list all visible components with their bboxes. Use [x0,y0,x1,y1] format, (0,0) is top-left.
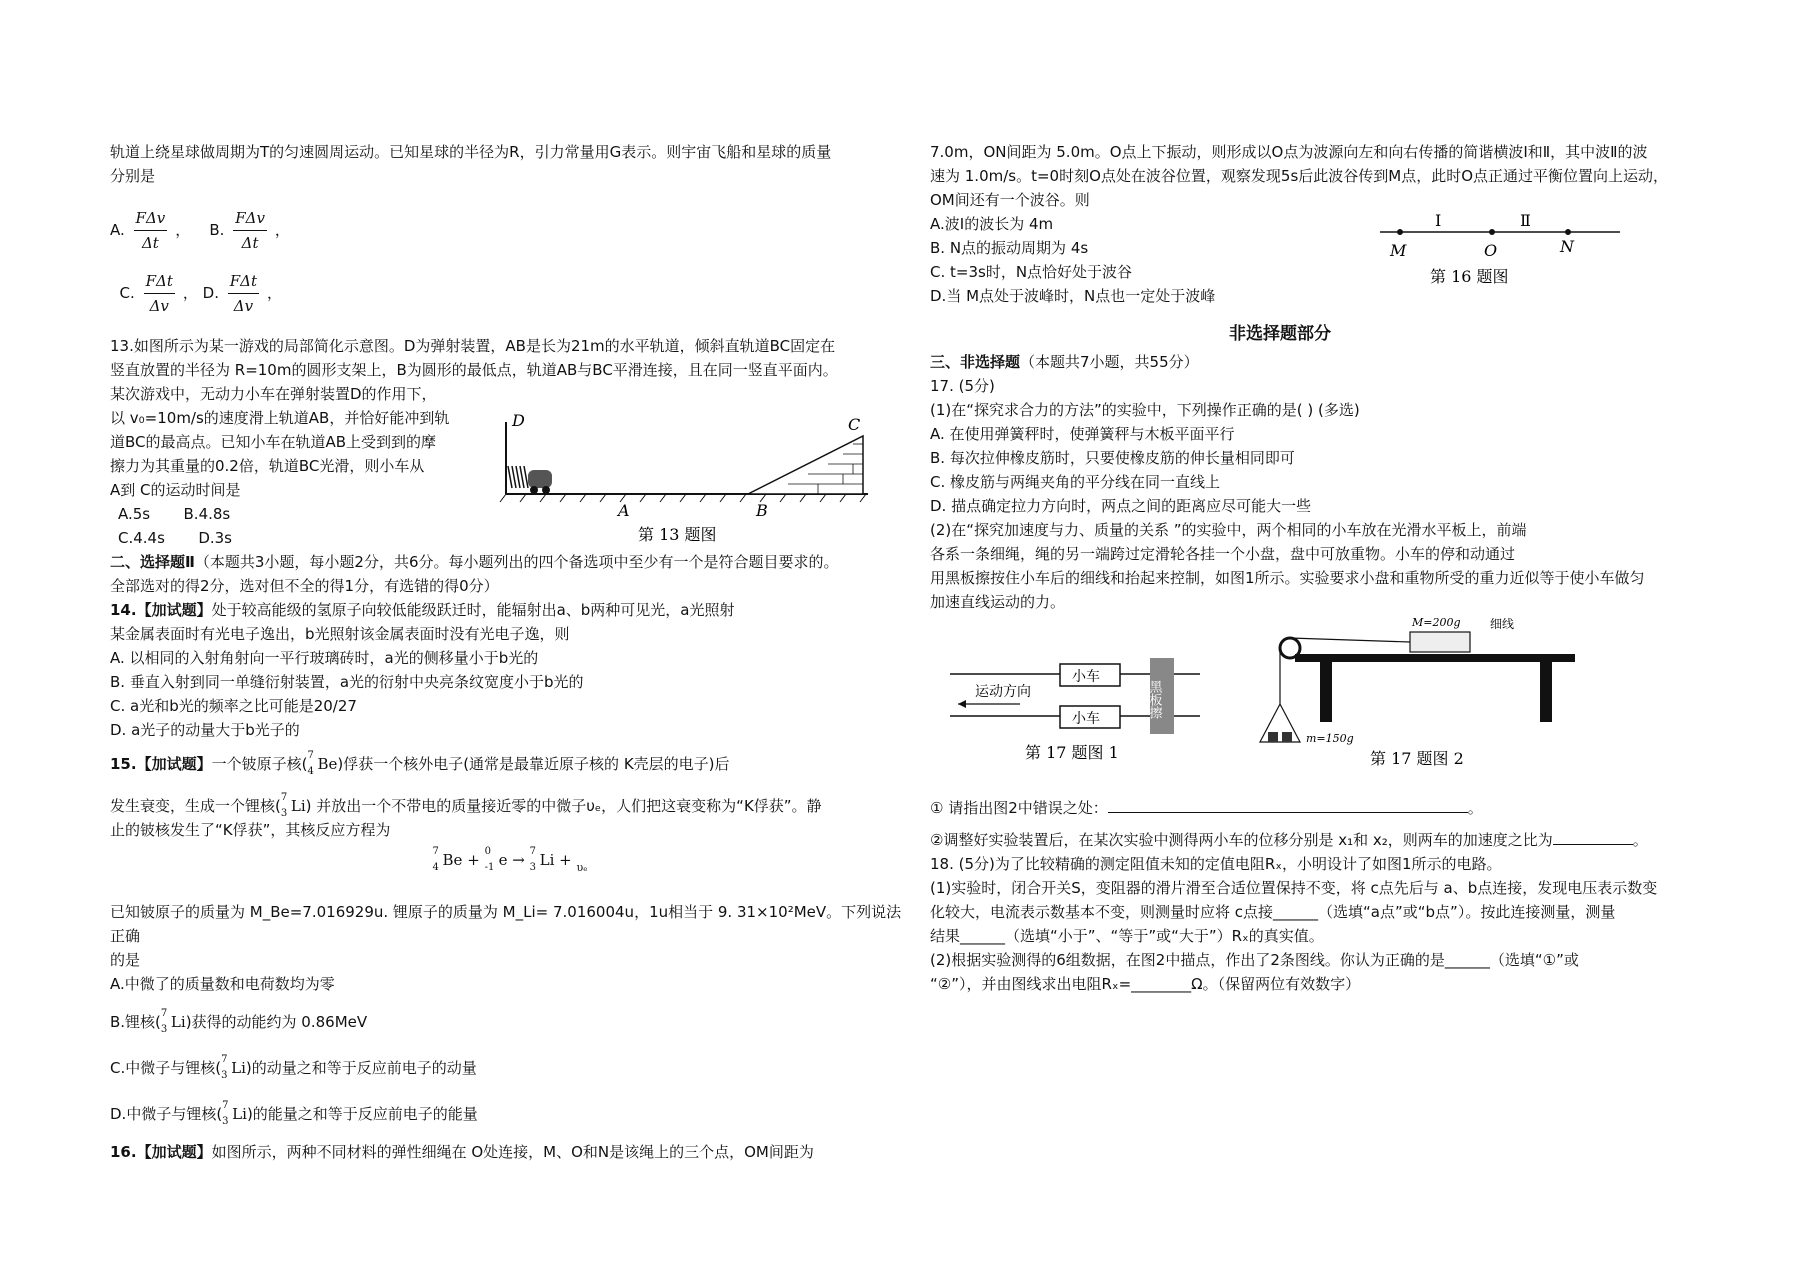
section-2-title: 二、选择题Ⅱ [110,553,195,571]
figure-16 [1370,212,1630,302]
q17-line-6: D. 描点确定拉力方向时，两点之间的距离应尽可能大一些 [930,497,1312,515]
q13-line-2: 竖直放置的半径为 R=10m的圆形支架上，B为圆形的最低点，轨道AB与BC平滑连接，且在同一竖直平面内。 [110,361,838,379]
q17-sub-1-blank[interactable] [1108,812,1468,813]
q12-option-d-fraction [228,269,259,318]
fig17b-string [1290,638,1410,642]
q16-tag: 16.【加试题】 [110,1143,212,1161]
q16-cont-line-1: 7.0m，ON间距为 5.0m。O点上下振动，则形成以O点为波源向左和向右传播的简谐横波Ⅰ和Ⅱ，其中波Ⅱ的波 [930,143,1648,161]
fig17b-cart [1410,632,1470,652]
part-title: 非选择题部分 [1229,324,1331,344]
fig13-car [528,470,552,488]
q12-option-b-den: Δt [241,234,259,252]
q15-option-b-li-a: 7 [160,1008,168,1019]
fig13-incline-bc [748,436,863,494]
q18-line-4: 结果______（选填“小于”、“等于”或“大于”）Rₓ的真实值。 [930,927,1324,945]
fig13-spring-launcher [508,466,528,488]
q16-option-b: B. N点的振动周期为 4s [930,239,1089,257]
q12-option-c-fraction [144,269,175,318]
q15-option-c [110,1056,910,1080]
right-column [930,140,1730,996]
q13-option-c: C.4.4s [118,529,165,547]
q17-sub-2-blank[interactable] [1553,844,1633,845]
q16-option-c: C. t=3s时，N点恰好处于波谷 [930,263,1133,281]
figure-17-1 [950,654,1230,764]
fig13-label-c: C [848,415,861,434]
fig17b-table-leg-1 [1320,662,1332,722]
q15-option-d-a: D.中微子与锂核( [110,1105,223,1123]
q12-option-a-sep: ， [175,221,191,239]
q12-option-a-den: Δt [141,234,159,252]
q12-option-d-num: FΔt [228,269,259,294]
q17-sub-2-text: ②调整好实验装置后，在某次实验中测得两小车的位移分别是 x₁和 x₂，则两车的加速度之比为 [930,831,1553,849]
q12-option-b-label: B. [209,221,225,239]
fig16-label-wave-1: Ⅰ [1435,212,1442,230]
q16-text: 如图所示，两种不同材料的弹性细绳在 O处连接，M、O和N是该绳上的三个点，OM间距为 [211,1143,814,1161]
eq-li-z: 3 [529,862,536,873]
fig17b-string-label: 细线 [1490,617,1515,631]
fig16-label-o: O [1484,241,1498,260]
section-3-title: 三、非选择题 [930,353,1021,371]
q17-line-2: (1)在“探究求合力的方法”的实验中，下列操作正确的是( ) (多选) [930,401,1360,419]
eq-e [485,848,508,872]
fig17a-car-top-label: 小车 [1072,669,1100,685]
eq-be-a: 7 [432,846,439,857]
q15-option-d-li-a: 7 [222,1100,229,1111]
fig17b-weight-2 [1282,732,1292,742]
fig17a-arrowhead [958,700,966,708]
q15-line-3: 止的铍核发生了“K俘获”，其核反应方程为 [110,821,391,839]
q14-option-c: C. a光和b光的频率之比可能是20/27 [110,697,357,715]
fig17a-direction-label: 运动方向 [975,684,1031,700]
q15-option-b-b: )获得的动能约为 0.86MeV [185,1013,368,1031]
q16-line-1 [110,1140,910,1164]
fig13-wheel-front [530,486,538,494]
nuclide-be [307,752,337,776]
q15-option-b-li-symbol: Li [170,1013,186,1031]
fig13-ground-hatch [500,494,866,502]
eq-plus-2: + [559,851,572,869]
q18-line-5: (2)根据实验测得的6组数据，在图2中描点，作出了2条图线。你认为正确的是______（选填“①”或 [930,951,1579,969]
fig17b-pulley [1280,638,1300,658]
q14-option-d: D. a光子的动量大于b光子的 [110,721,300,739]
q18-line-2: (1)实验时，闭合开关S，变阻器的滑片滑至合适位置保持不变，将 c点先后与 a、b点连接，发现电压表示数变 [930,879,1658,897]
q16-cont-line-2: 速为 1.0m/s。t=0时刻O点处在波谷位置，观察发现5s后此波谷传到M点，此时O点正通过平衡位置向上运动， [930,167,1669,185]
eq-e-symbol: e [498,851,508,869]
eq-be-z: 4 [432,862,439,873]
q12-options-row-2 [110,269,910,318]
fig13-label-b: B [756,501,768,520]
q13-option-d: D.3s [198,529,232,547]
q17-figures [930,614,1730,774]
eq-li-a: 7 [529,846,536,857]
q14-text: 处于较高能级的氢原子向较低能级跃迁时，能辐射出a、b两种可见光，a光照射 [211,601,735,619]
q15-line-1 [110,752,910,776]
q13-line-5: 道BC的最高点。已知小车在轨道AB上受到到的摩 [110,433,437,451]
q18-line-6: “②”），并由图线求出电阻Rₓ=________Ω。（保留两位有效数字） [930,975,1361,993]
q16-option-a: A.波Ⅰ的波长为 4m [930,215,1054,233]
q17-line-10: 加速直线运动的力。 [930,593,1066,611]
q12-option-a-label: A. [110,221,125,239]
q13-option-a: A.5s [118,505,151,523]
q15-option-a: A.中微了的质量数和电荷数均为零 [110,975,335,993]
fig13-label-d: D [512,411,525,430]
nuclide-li [281,794,306,818]
nuclide-li-z: 3 [280,808,288,819]
q13-line-7: A到 C的运动时间是 [110,481,241,499]
nuclide-li-symbol: Li [290,797,306,815]
eq-arrow: → [512,851,525,869]
q12-option-c-num: FΔt [144,269,175,294]
fig16-point-n [1565,229,1571,235]
q15-option-d-b: )的能量之和等于反应前电子的能量 [246,1105,478,1123]
fig17a-eraser-label: 黑板擦 [1146,680,1162,719]
fig17b-tray [1260,704,1300,742]
q17-line-3: A. 在使用弹簧秤时，使弹簧秤与木板平面平行 [930,425,1235,443]
eq-neutrino: υₑ [576,861,588,874]
q18-line-1: 18. (5分)为了比较精确的测定阻值未知的定值电阻Rₓ，小明设计了如图1所示的电路。 [930,855,1502,873]
q17-sub-2 [930,828,1730,852]
q15-text-b: )俘获一个核外电子(通常是最靠近原子核的 K壳层的电子)后 [337,755,730,773]
q15-option-d [110,1102,910,1126]
fig16-point-m [1397,229,1403,235]
fig16-label-m: M [1390,241,1407,260]
q12-option-d-label: D. [202,284,219,302]
q13-option-b: B.4.8s [183,505,231,523]
q12-option-d-sep: ， [267,284,283,302]
fig17b-weight-1 [1268,732,1278,742]
q14-option-b: B. 垂直入射到同一单缝衍射装置，a光的衍射中央亮条纹宽度小于b光的 [110,673,584,691]
q14-line-1 [110,598,910,622]
q12-option-d-den: Δv [233,297,254,315]
q17-line-1: 17. (5分) [930,377,995,395]
section-3-desc: （本题共7小题，共55分） [1020,353,1199,371]
q17-sub-2-end: 。 [1632,831,1648,849]
intro-line-1: 轨道上绕星球做周期为T的匀速圆周运动。已知星球的半径为R，引力常量用G表示。则宇宙飞船和星球的质量 [110,143,832,161]
question-13 [110,334,910,550]
q12-option-c-label: C. [119,284,135,302]
q15-line-5: 的是 [110,951,141,969]
q14-line-2: 某金属表面时有光电子逸出，b光照射该金属表面时没有光电子逸，则 [110,625,570,643]
q13-line-1: 13.如图所示为某一游戏的局部简化示意图。D为弹射装置，AB是长为21m的水平轨道，倾斜直轨道BC固定在 [110,337,836,355]
q15-equation [110,848,910,880]
q15-option-b-li [161,1010,186,1034]
q15-text-d: ) 并放出一个不带电的质量接近零的中微子υₑ，人们把这衰变称为“K俘获”。静 [305,797,822,815]
q15-tag: 15.【加试题】 [110,755,212,773]
q17-line-9: 用黑板擦按住小车后的细线和抬起来控制，如图1所示。实验要求小盘和重物所受的重力近似等于使小车做匀 [930,569,1645,587]
q15-option-c-b: )的动量之和等于反应前电子的动量 [245,1059,477,1077]
fig17b-caption: 第 17 题图 2 [1370,749,1464,768]
q15-option-b [110,1010,910,1034]
fig13-label-a: A [618,501,630,520]
q17-sub-1 [930,796,1730,820]
fig13-caption: 第 13 题图 [638,525,717,544]
q18-line-3: 化较大，电流表示数基本不变，则测量时应将 c点接______（选填“a点”或“b点”）。按此连接测量，测量 [930,903,1616,921]
fig17b-table-top [1295,654,1575,662]
q15-option-d-li-symbol: Li [232,1105,247,1123]
q15-option-c-li-z: 3 [221,1070,228,1081]
section-2-heading [110,550,910,574]
nuclide-be-symbol: Be [317,755,338,773]
nuclide-be-z: 4 [307,766,314,777]
q15-option-c-li-a: 7 [221,1054,228,1065]
eq-e-z: -1 [484,862,495,873]
q15-text-a: 一个铍原子核( [211,755,308,773]
fig16-label-wave-2: Ⅱ [1520,212,1531,230]
q14-option-a: A. 以相同的入射角射向一平行玻璃砖时，a光的侧移量小于b光的 [110,649,539,667]
q12-option-c-sep: ， [182,284,198,302]
q15-option-c-li-symbol: Li [231,1059,246,1077]
section-2-desc-line-2: 全部选对的得2分，选对但不全的得1分，有选错的得0分） [110,577,499,595]
figure-13 [498,406,878,546]
q15-option-d-li [222,1102,247,1126]
intro-line-2: 分别是 [110,167,156,185]
q15-option-b-li-z: 3 [160,1024,168,1035]
q15-line-4: 已知铍原子的质量为 M_Be=7.016929u. 锂原子的质量为 M_Li= 7.016004u，1u相当于 9. 31×10²MeV。下列说法正确 [110,903,902,945]
fig17a-car-bottom-label: 小车 [1072,711,1100,727]
q15-text-c: 发生衰变，生成一个锂核( [110,797,281,815]
eq-be-symbol: Be [442,851,463,869]
eq-be [433,848,463,872]
q14-tag: 14.【加试题】 [110,601,212,619]
figure-17-2 [1250,614,1580,774]
q15-option-c-a: C.中微子与锂核( [110,1059,222,1077]
fig17b-mass-tray: m=150g [1306,732,1354,745]
q12-option-b-fraction [233,206,267,255]
q15-option-b-a: B.锂核( [110,1013,161,1031]
nuclide-be-a: 7 [307,750,314,761]
section-2-desc: （本题共3小题，每小题2分，共6分。每小题列出的四个备选项中至少有一个是符合题目要求的。 [194,553,839,571]
q13-line-4: 以 v₀=10m/s的速度滑上轨道AB，并恰好能冲到轨 [110,409,450,427]
q13-line-3: 某次游戏中，无动力小车在弹射装置D的作用下， [110,385,437,403]
q15-option-d-li-z: 3 [222,1116,229,1127]
eq-li [530,848,555,872]
q15-option-c-li [221,1056,246,1080]
q17-sub-1-text: ① 请指出图2中错误之处： [930,799,1108,817]
eq-plus-1: + [467,851,480,869]
q17-line-7: (2)在“探究加速度与力、质量的关系 ”的实验中，两个相同的小车放在光滑水平板上，前端 [930,521,1527,539]
fig17b-table-leg-2 [1540,662,1552,722]
fig13-wheel-rear [542,486,550,494]
q17-line-4: B. 每次拉伸橡皮筋时，只要使橡皮筋的伸长量相同即可 [930,449,1295,467]
q12-option-c-den: Δv [149,297,169,315]
q15-line-2 [110,794,910,818]
fig16-caption: 第 16 题图 [1430,267,1509,286]
nuclide-li-a: 7 [280,792,288,803]
eq-li-symbol: Li [539,851,555,869]
fig16-point-o [1489,229,1495,235]
q17-line-8: 各系一条细绳，绳的另一端跨过定滑轮各挂一个小盘，盘中可放重物。小车的停和动通过 [930,545,1516,563]
q12-option-a-num: FΔv [134,206,168,231]
q17-line-5: C. 橡皮筋与两绳夹角的平分线在同一直线上 [930,473,1221,491]
fig16-label-n: N [1560,237,1574,256]
q16-options-block [930,212,1730,308]
q16-option-d: D.当 M点处于波峰时，N点也一定处于波峰 [930,287,1216,305]
section-3-heading [930,350,1730,374]
q12-option-a-fraction [134,206,168,255]
q17-sub-1-end: 。 [1467,799,1483,817]
fig17b-mass-cart: M=200g [1412,616,1461,629]
q12-option-b-sep: ， [274,221,290,239]
fig17a-caption: 第 17 题图 1 [1025,743,1119,762]
q12-option-b-num: FΔv [233,206,267,231]
q12-options-row-1 [110,206,910,255]
q16-cont-line-3: OM间还有一个波谷。则 [930,191,1090,209]
eq-e-a: 0 [484,846,491,857]
left-column [110,140,910,1164]
q13-line-6: 擦力为其重量的0.2倍，轨道BC光滑，则小车从 [110,457,425,475]
